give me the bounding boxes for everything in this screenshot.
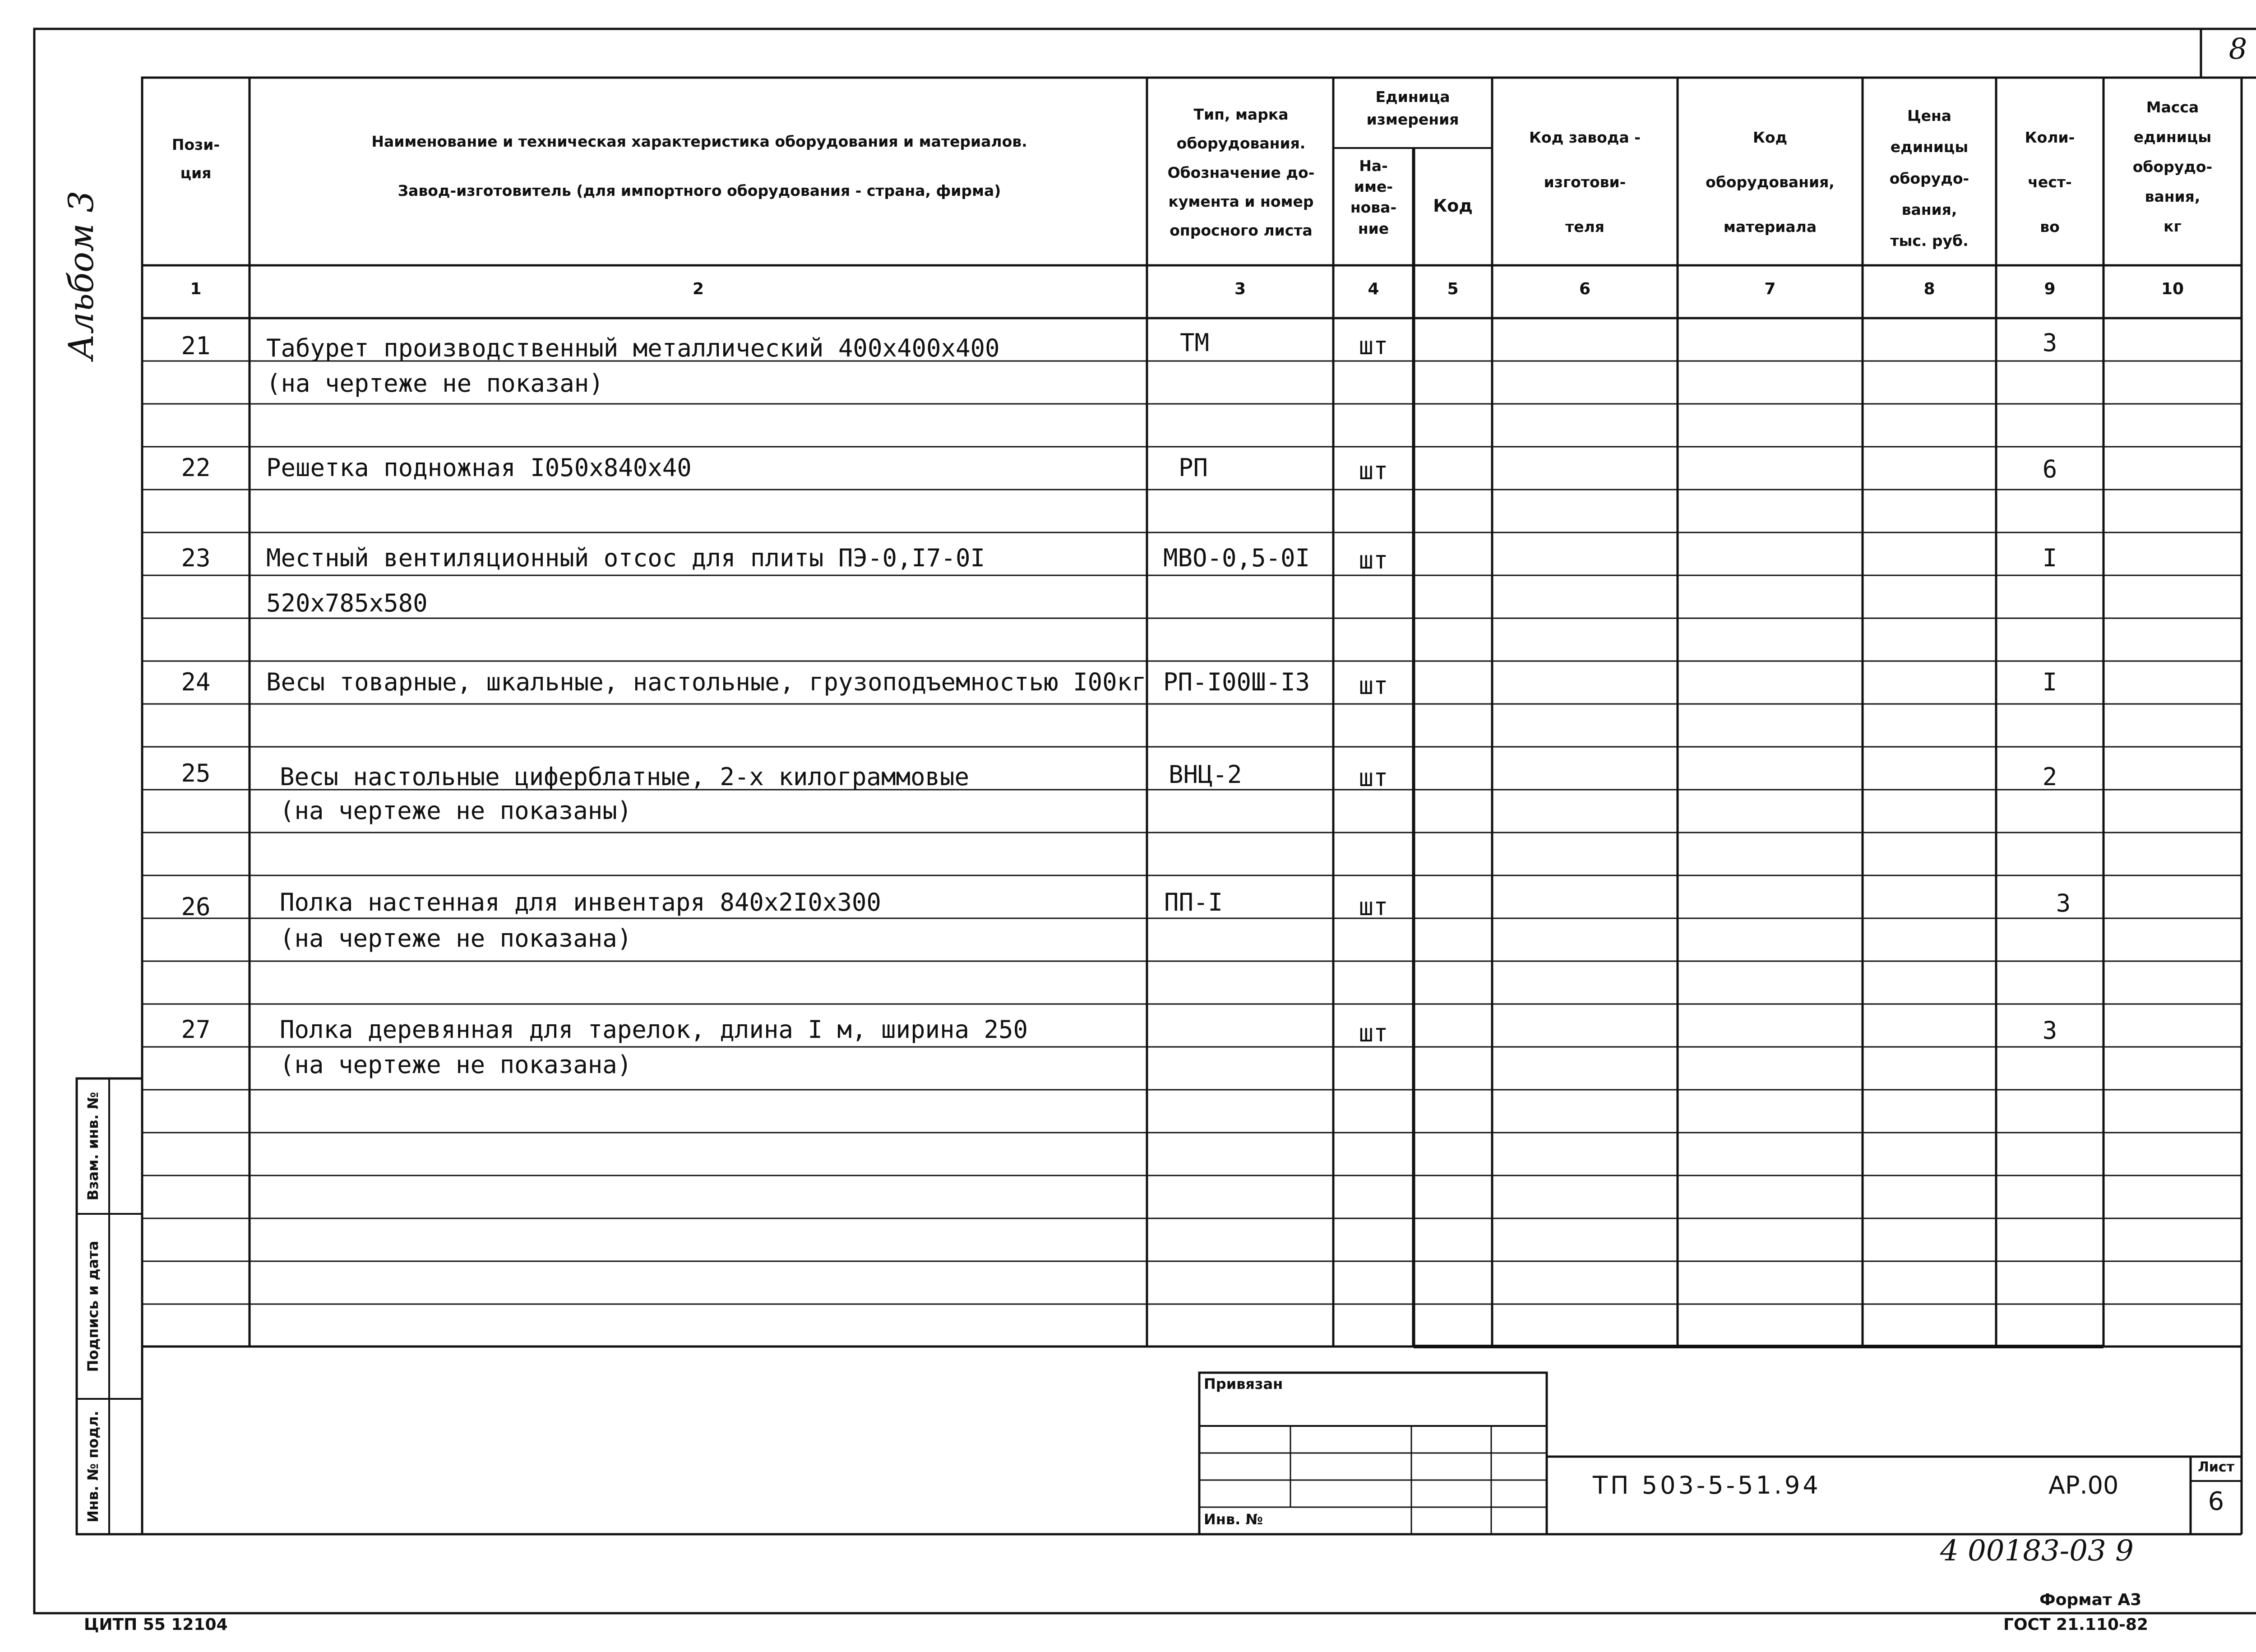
format-label: Формат А3 (2039, 1591, 2142, 1609)
header-equip-l2: оборудования, (1706, 173, 1835, 191)
header-factory-code (1492, 115, 1678, 249)
row-25-pos: 25 (181, 759, 211, 787)
sheet-number: 6 (2208, 1487, 2224, 1516)
header-qty-l3: во (2040, 218, 2060, 236)
col-number-4: 4 (1368, 280, 1379, 298)
row-24-qty: I (2042, 668, 2057, 696)
header-type-l3: Обозначение до- (1167, 163, 1315, 181)
header-factory-l1: Код завода - (1529, 129, 1641, 146)
header-price (1863, 100, 1996, 256)
row-24-type: РП-I00Ш-I3 (1163, 668, 1310, 696)
header-unit-name-l4: ние (1358, 219, 1389, 237)
row-22-unit: шт (1359, 457, 1388, 485)
header-unit-name (1333, 156, 1414, 239)
header-unit-code: Код (1433, 196, 1473, 216)
header-price-l1: Цена (1907, 107, 1952, 125)
col-number-3: 3 (1234, 280, 1246, 298)
binding-title: Привязан (1204, 1375, 1283, 1393)
row-27-unit: шт (1359, 1019, 1388, 1047)
header-unit-name-l2: име- (1354, 178, 1393, 196)
row-25-note: (на чертеже не показаны) (280, 796, 632, 825)
row-24-unit: шт (1359, 671, 1388, 700)
row-23-dims: 520х785х580 (266, 589, 428, 617)
row-23-pos: 23 (181, 544, 211, 572)
row-23-unit: шт (1359, 546, 1388, 574)
handwritten-ref: 4 00183-03 9 (1940, 1534, 2134, 1568)
header-factory-l3: теля (1565, 218, 1604, 236)
header-unit-l2: измерения (1366, 110, 1459, 128)
header-type (1150, 100, 1332, 245)
doc-designation: ТП 503-5-51.94 (1593, 1471, 1821, 1499)
row-23-qty: I (2042, 544, 2057, 572)
row-26-type: ПП-I (1164, 888, 1223, 916)
stamp-orig-inv: Инв. № подл. (84, 1411, 102, 1522)
row-26-name: Полка настенная для инвентаря 840х2I0х300 (280, 888, 881, 916)
binding-inv: Инв. № (1204, 1511, 1263, 1528)
row-23-type: МВО-0,5-0I (1163, 544, 1310, 572)
header-mass-l4: вания, (2145, 188, 2201, 205)
stamp-replace-inv: Взам. инв. № (84, 1092, 102, 1201)
header-equip-l1: Код (1752, 129, 1788, 146)
row-25-unit: шт (1359, 764, 1388, 792)
row-25-type: ВНЦ-2 (1169, 760, 1242, 789)
header-type-l2: оборудования. (1176, 134, 1306, 153)
row-26-pos: 26 (181, 893, 211, 921)
row-21-unit: шт (1359, 332, 1388, 360)
header-qty-l1: Коли- (2025, 129, 2075, 146)
header-mass-l5: кг (2164, 217, 2182, 235)
header-pos-l2: ция (180, 164, 212, 182)
row-21-type: ТМ (1180, 329, 1210, 357)
header-name-l2: Завод-изготовитель (для импортного оборудования - страна, фирма) (398, 181, 1001, 199)
row-25-name: Весы настольные циферблатные, 2-х килограммовые (280, 763, 970, 791)
header-price-l4: вания, (1901, 200, 1957, 218)
row-27-note: (на чертеже не показана) (280, 1050, 632, 1079)
header-name-l1: Наименование и техническая характеристика оборудования и материалов. (371, 133, 1027, 150)
row-27-qty: 3 (2042, 1016, 2057, 1045)
row-23-name: Местный вентиляционный отсос для плиты ПЭ-0,I7-0I (266, 544, 985, 572)
row-21-name: Табурет производственный металлический 400х400х400 (266, 334, 1000, 362)
header-name (253, 117, 1146, 216)
row-22-name: Решетка подножная I050х840х40 (266, 453, 692, 482)
header-equip-l3: материала (1723, 218, 1817, 236)
header-unit-name-l3: нова- (1350, 199, 1397, 217)
row-22-qty: 6 (2042, 455, 2057, 483)
sheet-corner-number: 8 (2228, 32, 2247, 66)
header-mass-l1: Масса (2146, 98, 2199, 116)
col-number-10: 10 (2161, 280, 2184, 298)
row-24-pos: 24 (181, 668, 211, 696)
row-25-qty: 2 (2042, 763, 2057, 791)
header-qty (1996, 115, 2103, 249)
header-equip-code (1678, 115, 1863, 249)
header-unit-name-l1: На- (1359, 157, 1388, 175)
row-27-pos: 27 (181, 1015, 211, 1044)
row-26-note: (на чертеже не показана) (280, 924, 632, 953)
sheet-label: Лист (2197, 1459, 2235, 1475)
header-mass (2103, 93, 2242, 241)
row-26-unit: шт (1359, 893, 1388, 921)
header-unit-l1: Единица (1375, 88, 1450, 106)
header-type-l5: опросного листа (1170, 222, 1313, 240)
header-price-l5: тыс. руб. (1890, 232, 1969, 250)
row-22-pos: 22 (181, 453, 211, 482)
header-factory-l2: изготови- (1544, 173, 1626, 191)
header-mass-l3: оборудо- (2132, 158, 2213, 176)
col-number-1: 1 (190, 280, 202, 298)
header-pos-l1: Пози- (171, 136, 220, 153)
row-24-name: Весы товарные, шкальные, настольные, грузоподъемностью I00кг (266, 668, 1146, 696)
citp-label: ЦИТП 55 12104 (84, 1615, 228, 1634)
col-number-9: 9 (2044, 280, 2056, 298)
header-pos (142, 131, 250, 187)
gost-label: ГОСТ 21.110-82 (2003, 1615, 2149, 1634)
col-number-8: 8 (1923, 280, 1935, 298)
doc-code: АР.00 (2048, 1471, 2119, 1499)
header-price-l2: единицы (1890, 138, 1969, 156)
row-26-qty: 3 (2056, 889, 2071, 917)
header-type-l4: кумента и номер (1168, 193, 1314, 211)
col-number-6: 6 (1579, 280, 1591, 298)
col-number-2: 2 (692, 280, 704, 298)
header-qty-l2: чест- (2028, 173, 2072, 191)
row-21-qty: 3 (2042, 329, 2057, 357)
stamp-signature-date: Подпись и дата (84, 1240, 102, 1372)
row-27-name: Полка деревянная для тарелок, длина I м, ширина 250 (280, 1015, 1028, 1044)
header-type-l1: Тип, марка (1193, 106, 1289, 123)
header-price-l3: оборудо- (1889, 169, 1969, 187)
col-number-7: 7 (1764, 280, 1776, 298)
row-21-pos: 21 (181, 332, 211, 360)
header-mass-l2: единицы (2133, 128, 2212, 146)
album-label: Альбом 3 (61, 190, 101, 360)
header-unit-group (1333, 86, 1492, 130)
col-number-5: 5 (1447, 280, 1459, 298)
row-22-type: РП (1179, 453, 1208, 482)
row-21-note: (на чертеже не показан) (266, 369, 604, 398)
